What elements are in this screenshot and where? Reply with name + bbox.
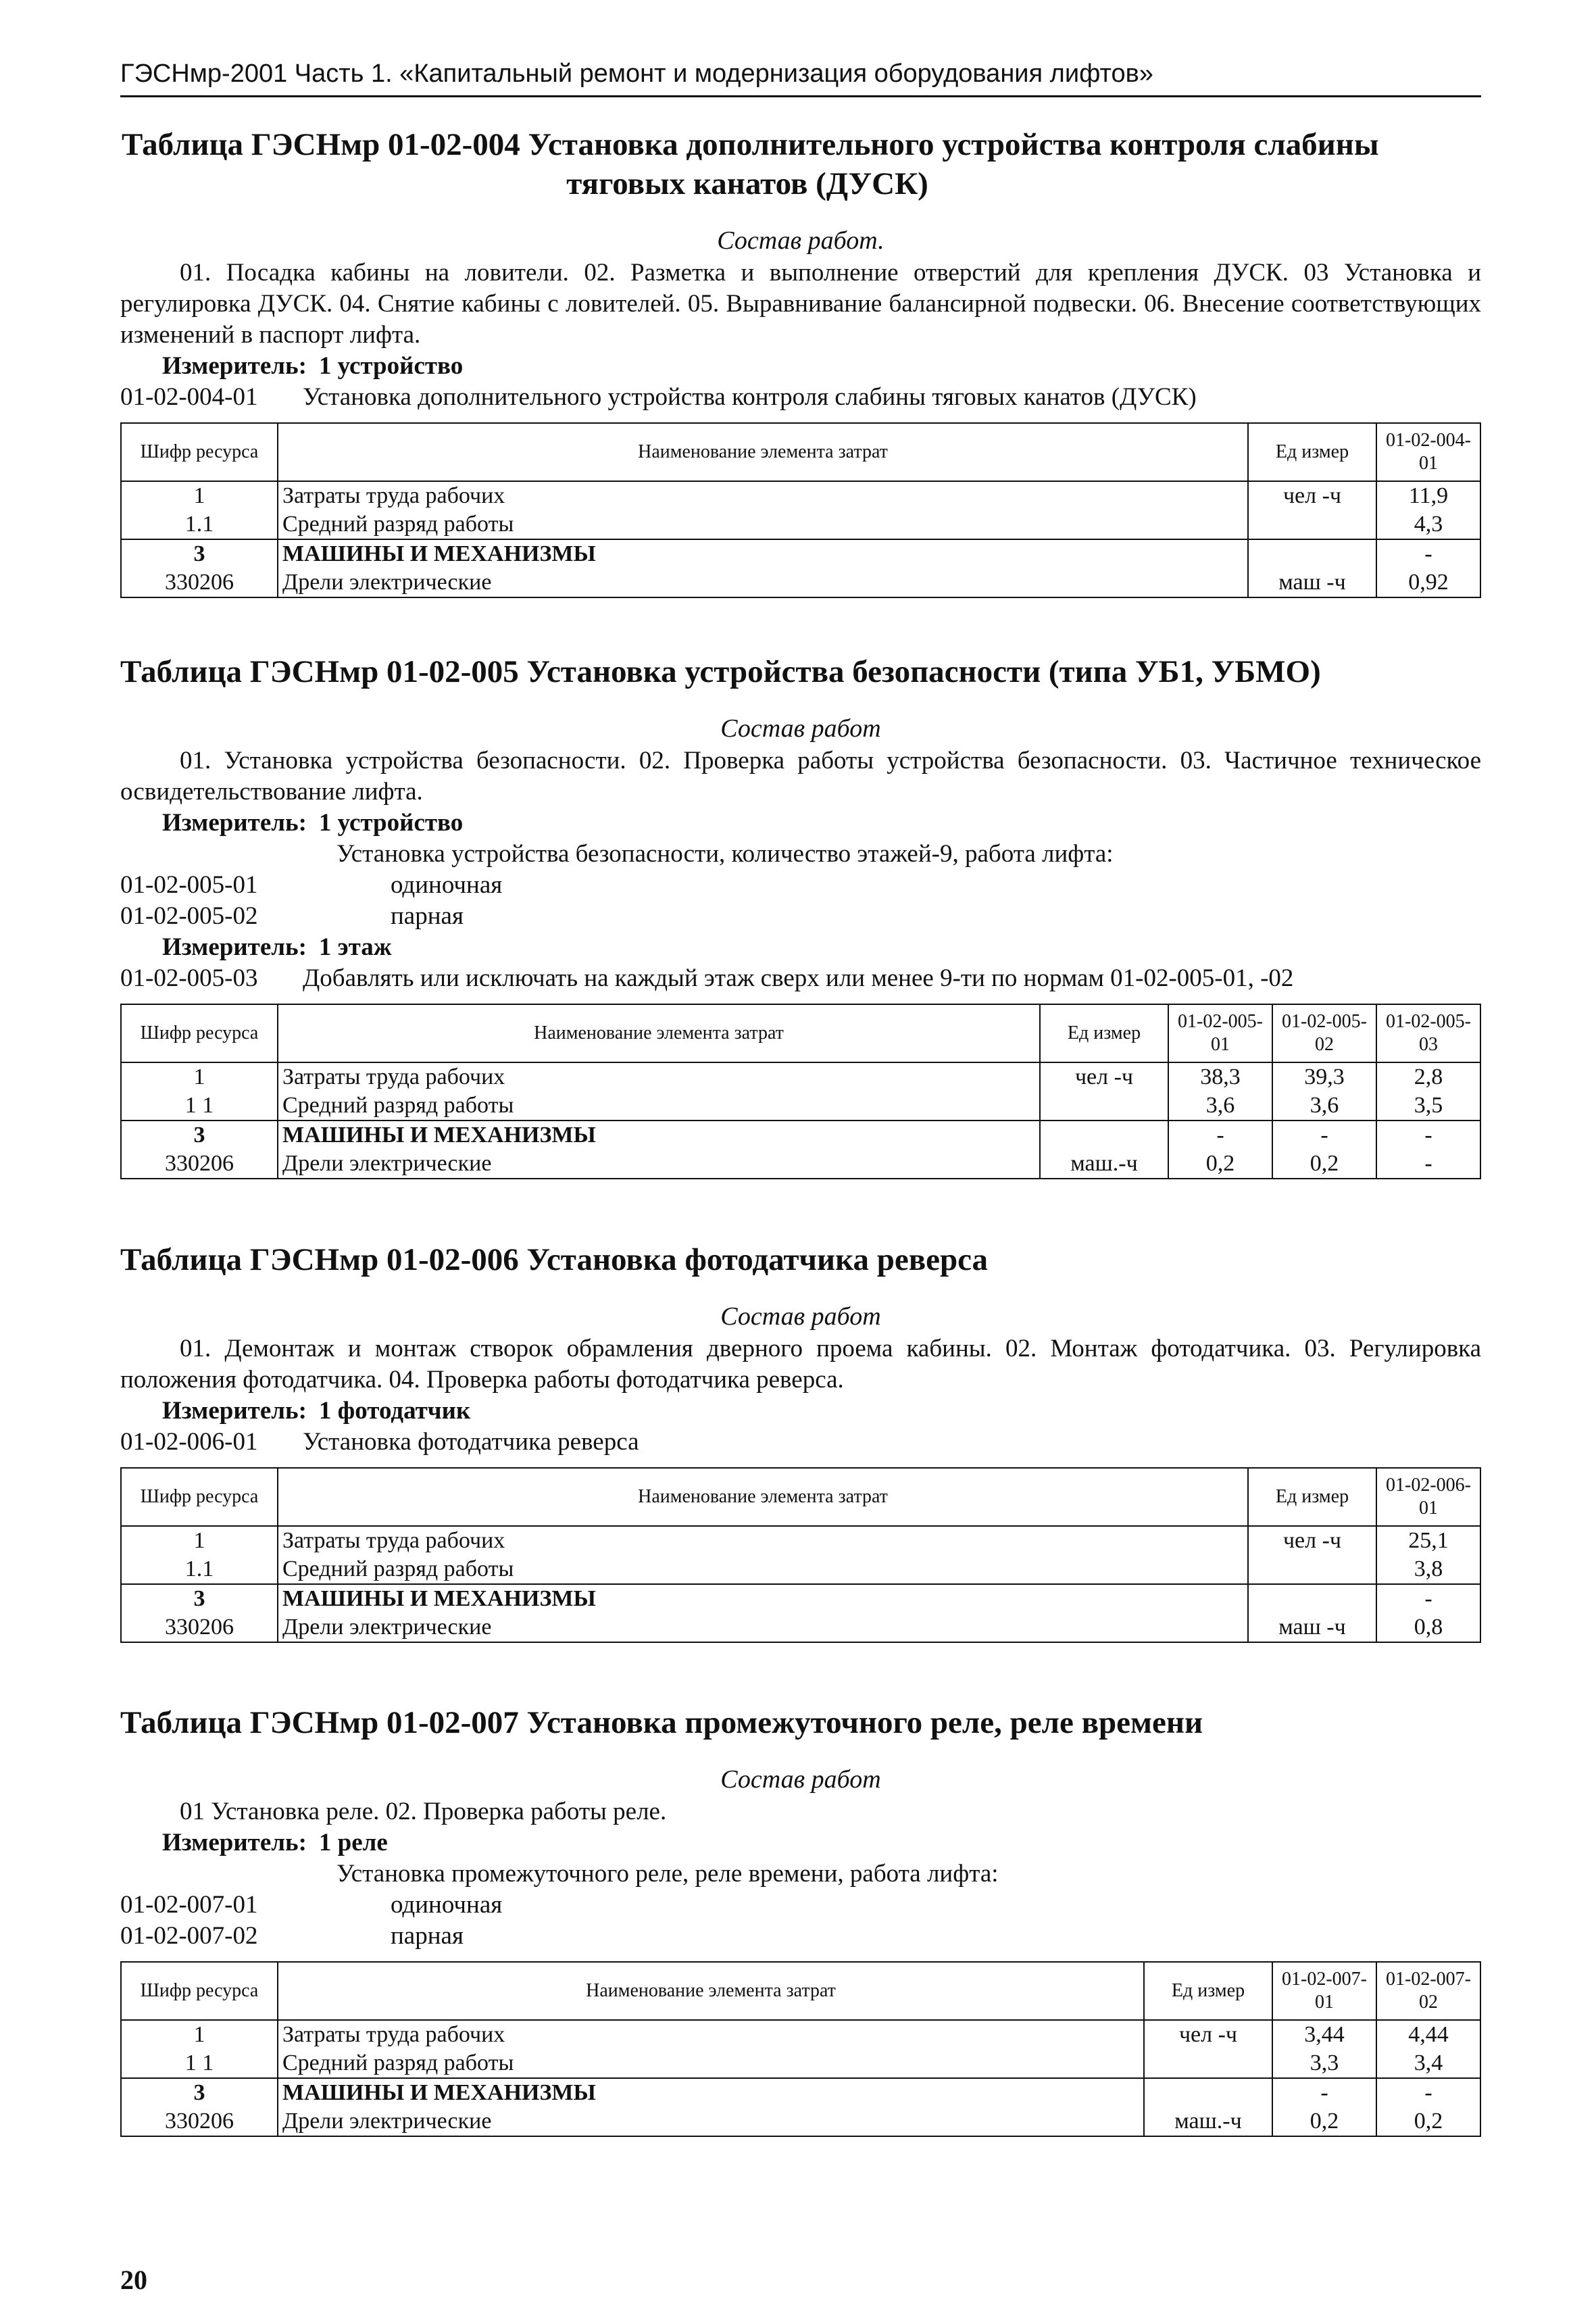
cell-name: Дрели электрические (278, 568, 1248, 597)
table-title: Таблица ГЭСНмр 01-02-007 Установка промежуточного реле, реле времени (120, 1705, 1203, 1740)
table-row (121, 1121, 1480, 1150)
cell-unit: чел -ч (1248, 481, 1376, 510)
norm-code: 01-02-007-02 (120, 1922, 258, 1950)
resource-table (120, 1961, 1481, 2137)
table-row (121, 510, 1480, 539)
header-unit: Ед измер (1040, 1004, 1168, 1062)
cell-value: 25,1 (1376, 1526, 1480, 1555)
table-row (121, 2078, 1480, 2107)
header-norm: 01-02-004-01 (1376, 423, 1480, 481)
cell-name: МАШИНЫ И МЕХАНИЗМЫ (278, 1121, 1040, 1150)
header-unit: Ед измер (1248, 423, 1376, 481)
cell-value: - (1376, 1150, 1480, 1179)
cell-unit: чел -ч (1144, 2020, 1272, 2049)
cell-value: - (1272, 2078, 1376, 2107)
norm-code: 01-02-005-01 (120, 871, 258, 899)
cell-name: Дрели электрические (278, 1150, 1040, 1179)
table-header-row (121, 1962, 1480, 2020)
cell-name: Дрели электрические (278, 1613, 1248, 1642)
variant-description: парная (391, 1922, 464, 1950)
cell-name: МАШИНЫ И МЕХАНИЗМЫ (278, 1584, 1248, 1613)
page-number: 20 (120, 2265, 147, 2295)
cell-code: 3 (121, 2078, 278, 2107)
cell-unit (1144, 2078, 1272, 2107)
header-name: Наименование элемента затрат (278, 1468, 1248, 1526)
header-norm: 01-02-006-01 (1376, 1468, 1480, 1526)
table-row (121, 481, 1480, 510)
measure-value: 1 устройство (318, 809, 464, 837)
table-row (121, 1555, 1480, 1584)
table-title (120, 125, 1481, 203)
cell-code: 3 (121, 1121, 278, 1150)
cell-name: Средний разряд работы (278, 1555, 1248, 1584)
cell-value: 0,2 (1168, 1150, 1272, 1179)
measure-line (120, 1396, 1481, 1427)
measure-label: Измеритель: (162, 933, 307, 961)
section-01-02-007 (120, 1703, 1481, 2137)
measure-value: 1 фотодатчик (318, 1397, 471, 1425)
header-norm: 01-02-005-02 (1272, 1004, 1376, 1062)
cell-value: - (1168, 1121, 1272, 1150)
variant-description: одиночная (391, 1891, 503, 1919)
cell-name: Средний разряд работы (278, 1091, 1040, 1121)
norm-description: Установка дополнительного устройства контроля слабины тяговых канатов (ДУСК) (303, 383, 1197, 411)
cell-value: 3,44 (1272, 2020, 1376, 2049)
cell-value: 3,6 (1272, 1091, 1376, 1121)
cell-value: 3,8 (1376, 1555, 1480, 1584)
table-row (121, 568, 1480, 597)
work-composition-heading: Состав работ (720, 714, 881, 743)
cell-value: 0,2 (1376, 2107, 1480, 2136)
norm-code: 01-02-005-03 (120, 964, 258, 992)
cell-unit (1248, 510, 1376, 539)
cell-unit: маш -ч (1248, 1613, 1376, 1642)
header-norm: 01-02-005-01 (1168, 1004, 1272, 1062)
cell-code: 1.1 (121, 1555, 278, 1584)
cell-code: 1 (121, 481, 278, 510)
cell-unit: чел -ч (1040, 1062, 1168, 1091)
measure-value: 1 этаж (318, 933, 392, 961)
norm-code-line (120, 382, 1481, 413)
work-composition-text: 01 Установка реле. 02. Проверка работы реле. (180, 1798, 667, 1825)
table-row (121, 1150, 1480, 1179)
cell-code: 1 (121, 1526, 278, 1555)
work-composition-text: 01. Демонтаж и монтаж створок обрамления дверного проема кабины. 02. Монтаж фотодатчика. 03. Регулировка положения фотодатчика. 04. Проверка работы фотодатчика реверса. (120, 1335, 1481, 1394)
cell-code: 3 (121, 1584, 278, 1613)
variant-heading: Установка устройства безопасности, количество этажей-9, работа лифта: (336, 840, 1114, 868)
variant-heading: Установка промежуточного реле, реле времени, работа лифта: (336, 1860, 999, 1888)
header-code: Шифр ресурса (121, 1004, 278, 1062)
cell-name: Средний разряд работы (278, 510, 1248, 539)
measure-label: Измеритель: (162, 809, 307, 837)
cell-unit: чел -ч (1248, 1526, 1376, 1555)
cell-value: 38,3 (1168, 1062, 1272, 1091)
cell-name: Затраты труда рабочих (278, 1062, 1040, 1091)
table-row (121, 1613, 1480, 1642)
cell-unit (1040, 1091, 1168, 1121)
measure-value: 1 устройство (318, 352, 464, 380)
cell-unit: маш.-ч (1040, 1150, 1168, 1179)
work-composition-text: 01. Установка устройства безопасности. 02. Проверка работы устройства безопасности. 03. Частичное техническое освидетельствование лифта. (120, 747, 1481, 806)
cell-value: 0,2 (1272, 1150, 1376, 1179)
cell-value: - (1376, 539, 1480, 568)
header-norm: 01-02-005-03 (1376, 1004, 1480, 1062)
cell-code: 330206 (121, 2107, 278, 2136)
measure-line (120, 1827, 1481, 1858)
cell-value: - (1376, 2078, 1480, 2107)
header-code: Шифр ресурса (121, 1468, 278, 1526)
cell-name: Дрели электрические (278, 2107, 1144, 2136)
table-header-row (121, 1468, 1480, 1526)
cell-value: - (1376, 1584, 1480, 1613)
resource-table (120, 1004, 1481, 1179)
cell-value: - (1272, 1121, 1376, 1150)
table-title: Таблица ГЭСНмр 01-02-006 Установка фотодатчика реверса (120, 1242, 989, 1277)
cell-unit (1248, 1584, 1376, 1613)
work-composition-text: 01. Посадка кабины на ловители. 02. Разметка и выполнение отверстий для крепления ДУСК. 03 Установка и регулировка ДУСК. 04. Снятие кабины с ловителей. 05. Выравнивание балансирной подвески. 06. Внесение соответствующих изменений в паспорт лифта. (120, 259, 1481, 349)
cell-value: 3,6 (1168, 1091, 1272, 1121)
section-01-02-006 (120, 1240, 1481, 1643)
cell-value: 3,3 (1272, 2049, 1376, 2078)
running-head: ГЭСНмр-2001 Часть 1. «Капитальный ремонт и модернизация оборудования лифтов» (120, 59, 1481, 97)
table-row (121, 1062, 1480, 1091)
norm-code-line (120, 963, 1481, 994)
cell-value: 0,2 (1272, 2107, 1376, 2136)
measure-line (120, 932, 1481, 963)
table-title-line: Таблица ГЭСНмр 01-02-004 Установка дополнительного устройства контроля слабины (122, 127, 1379, 162)
cell-name: Затраты труда рабочих (278, 481, 1248, 510)
table-row (121, 1091, 1480, 1121)
header-code: Шифр ресурса (121, 423, 278, 481)
cell-code: 330206 (121, 568, 278, 597)
measure-value: 1 реле (318, 1829, 388, 1856)
cell-value: 39,3 (1272, 1062, 1376, 1091)
table-title-line: тяговых канатов (ДУСК) (566, 166, 928, 201)
table-row (121, 1584, 1480, 1613)
table-row (121, 539, 1480, 568)
table-row (121, 2107, 1480, 2136)
cell-code: 1.1 (121, 510, 278, 539)
norm-code: 01-02-006-01 (120, 1428, 258, 1456)
table-row (121, 1526, 1480, 1555)
cell-name: Средний разряд работы (278, 2049, 1144, 2078)
cell-name: МАШИНЫ И МЕХАНИЗМЫ (278, 539, 1248, 568)
variant-line (120, 1921, 1481, 1952)
cell-code: 330206 (121, 1150, 278, 1179)
measure-label: Измеритель: (162, 1829, 307, 1856)
cell-unit: маш.-ч (1144, 2107, 1272, 2136)
table-row (121, 2020, 1480, 2049)
cell-value: 0,92 (1376, 568, 1480, 597)
work-composition-heading: Состав работ. (717, 226, 884, 255)
cell-value: 3,5 (1376, 1091, 1480, 1121)
cell-value: 4,3 (1376, 510, 1480, 539)
header-name: Наименование элемента затрат (278, 1962, 1144, 2020)
cell-value: 4,44 (1376, 2020, 1480, 2049)
measure-line (120, 351, 1481, 382)
section-01-02-004 (120, 125, 1481, 598)
cell-unit: маш -ч (1248, 568, 1376, 597)
header-name: Наименование элемента затрат (278, 423, 1248, 481)
header-norm: 01-02-007-02 (1376, 1962, 1480, 2020)
header-unit: Ед измер (1248, 1468, 1376, 1526)
cell-unit (1144, 2049, 1272, 2078)
cell-name: МАШИНЫ И МЕХАНИЗМЫ (278, 2078, 1144, 2107)
variant-line (120, 870, 1481, 901)
cell-code: 330206 (121, 1613, 278, 1642)
cell-name: Затраты труда рабочих (278, 1526, 1248, 1555)
measure-label: Измеритель: (162, 352, 307, 380)
cell-code: 1 1 (121, 2049, 278, 2078)
norm-code: 01-02-004-01 (120, 383, 258, 411)
variant-description: парная (391, 902, 464, 930)
cell-value: - (1376, 1121, 1480, 1150)
norm-code: 01-02-007-01 (120, 1891, 258, 1919)
resource-table (120, 422, 1481, 598)
work-composition-heading: Состав работ (720, 1765, 881, 1794)
section-01-02-005 (120, 652, 1481, 1179)
norm-code-line (120, 1427, 1481, 1458)
cell-unit (1248, 1555, 1376, 1584)
header-unit: Ед измер (1144, 1962, 1272, 2020)
cell-value: 11,9 (1376, 481, 1480, 510)
cell-code: 3 (121, 539, 278, 568)
header-norm: 01-02-007-01 (1272, 1962, 1376, 2020)
norm-code: 01-02-005-02 (120, 902, 258, 930)
cell-code: 1 1 (121, 1091, 278, 1121)
table-header-row (121, 423, 1480, 481)
table-header-row (121, 1004, 1480, 1062)
measure-line (120, 808, 1481, 839)
cell-value: 0,8 (1376, 1613, 1480, 1642)
table-row (121, 2049, 1480, 2078)
cell-unit (1040, 1121, 1168, 1150)
cell-code: 1 (121, 1062, 278, 1091)
norm-description: Добавлять или исключать на каждый этаж сверх или менее 9-ти по нормам 01-02-005-01, -02 (303, 964, 1294, 992)
work-composition-heading: Состав работ (720, 1302, 881, 1331)
resource-table (120, 1467, 1481, 1643)
table-title: Таблица ГЭСНмр 01-02-005 Установка устройства безопасности (типа УБ1, УБМО) (120, 654, 1321, 689)
variant-line (120, 1890, 1481, 1921)
variant-line (120, 901, 1481, 932)
header-code: Шифр ресурса (121, 1962, 278, 2020)
cell-value: 3,4 (1376, 2049, 1480, 2078)
variant-description: одиночная (391, 871, 503, 899)
cell-value: 2,8 (1376, 1062, 1480, 1091)
measure-label: Измеритель: (162, 1397, 307, 1425)
norm-description: Установка фотодатчика реверса (303, 1428, 639, 1456)
cell-code: 1 (121, 2020, 278, 2049)
cell-name: Затраты труда рабочих (278, 2020, 1144, 2049)
header-name: Наименование элемента затрат (278, 1004, 1040, 1062)
cell-unit (1248, 539, 1376, 568)
